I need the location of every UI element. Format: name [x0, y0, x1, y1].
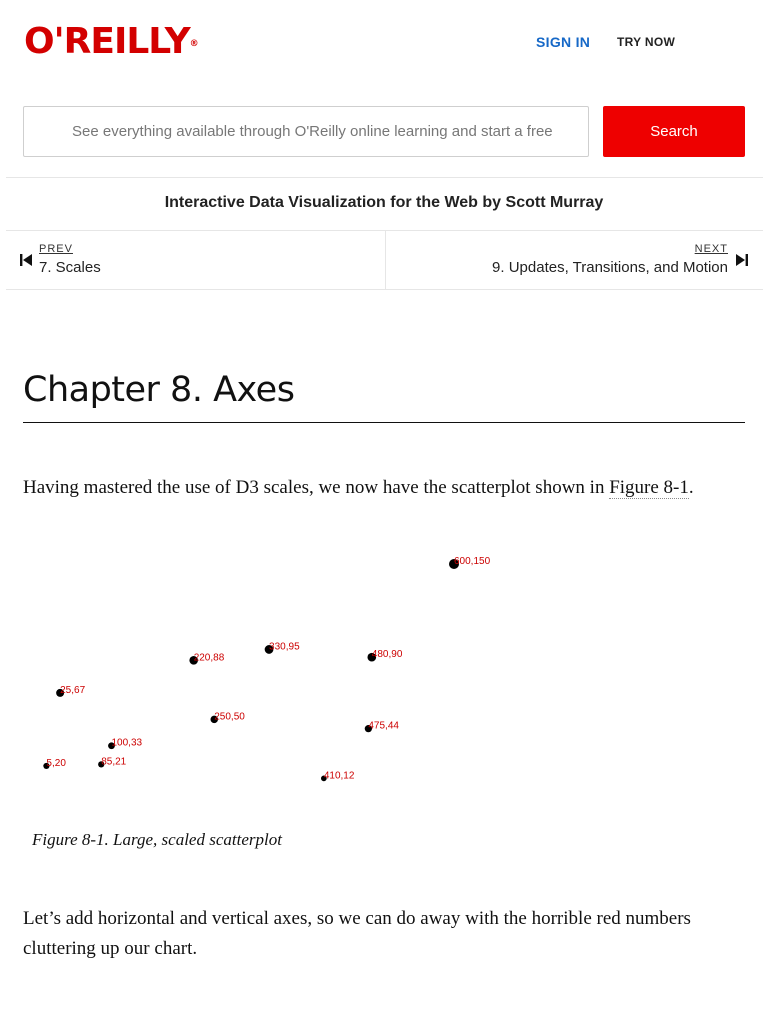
chapter-rule [23, 422, 745, 423]
paragraph-intro [23, 473, 753, 503]
sign-in-link[interactable]: SIGN IN [536, 34, 591, 50]
chapter-title: Chapter 8. Axes [23, 370, 295, 410]
point-label: 410,12 [323, 770, 355, 782]
point-label: 480,90 [371, 649, 403, 661]
divider [6, 289, 763, 290]
divider [6, 177, 763, 178]
point-label: 25,67 [60, 684, 86, 696]
point-label: 5,20 [46, 757, 66, 769]
figure-ref-link[interactable]: Figure 8-1 [609, 477, 689, 498]
paragraph-axes: Let’s add horizontal and vertical axes, so we can do away with the horrible red numbers cluttering up our chart. [23, 908, 691, 959]
logo-text: O'REILLY [24, 21, 190, 62]
figure-caption: Figure 8-1. Large, scaled scatterplot [32, 830, 282, 849]
paragraph-intro-end: . [688, 477, 694, 498]
search-input[interactable] [23, 106, 589, 157]
point-label: 220,88 [193, 652, 225, 664]
book-title: Interactive Data Visualization for the Web by Scott Murray [164, 194, 604, 211]
nav-divider [385, 231, 386, 289]
next-chapter-title: 9. Updates, Transitions, and Motion [492, 259, 728, 276]
point-label: 330,95 [269, 641, 300, 653]
search-button[interactable]: Search [603, 106, 745, 157]
point-label: 475,44 [368, 720, 399, 732]
prev-chapter-link[interactable] [14, 240, 374, 284]
point-label: 250,50 [214, 711, 245, 723]
next-chapter-link[interactable] [400, 240, 754, 284]
registered-mark: ® [189, 39, 199, 49]
skip-next-icon [735, 253, 749, 267]
oreilly-logo[interactable] [24, 22, 199, 62]
point-label: 100,33 [111, 737, 143, 749]
point-label: 600,150 [454, 556, 491, 567]
skip-previous-icon [19, 253, 33, 267]
paragraph-intro-text: Having mastered the use of D3 scales, we now have the scatterplot shown in [23, 477, 610, 498]
scatterplot [0, 540, 768, 820]
next-label: NEXT [694, 243, 728, 255]
prev-chapter-title: 7. Scales [39, 259, 101, 276]
point-label: 85,21 [101, 756, 127, 768]
try-now-link[interactable]: TRY NOW [617, 35, 676, 49]
prev-label: PREV [39, 243, 73, 255]
